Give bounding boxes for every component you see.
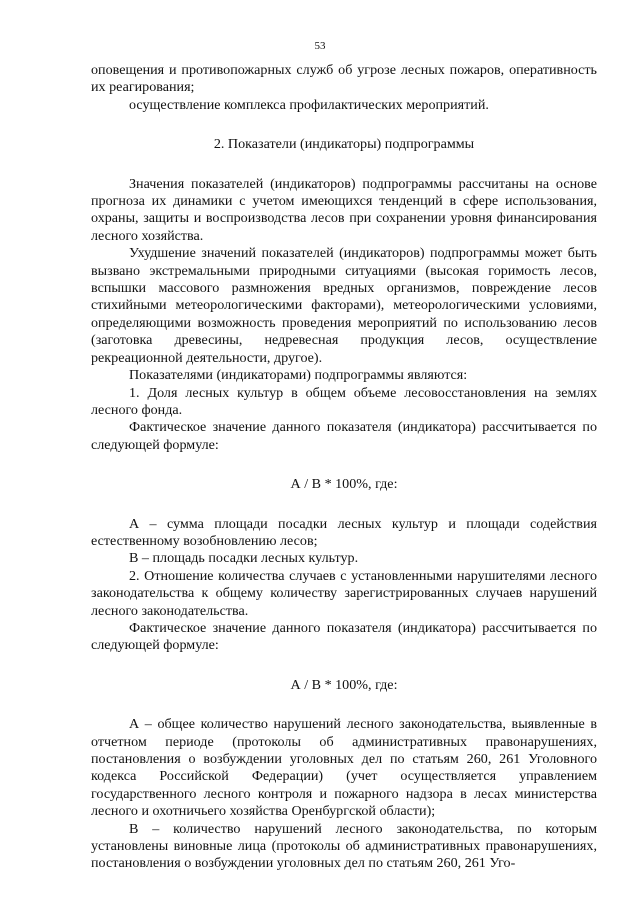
page-number: 53 <box>314 40 326 52</box>
paragraph-deterioration: Ухудшение значений показателей (индикаторов) подпрограммы может быть вызвано экстремальными природными ситуациями (высокая горимость лесов, вспышки массового размножения вредных организмов, повреждение лесов стихийными метеорологическими факторами), метеорологическими условиями, определяющими возможность проведения мероприятий по использованию лесов (заготовка древесины, недревесная продукция лесов, осуществление рекреационной деятельности, другое). <box>91 245 597 366</box>
indicator-2-var-a: А – общее количество нарушений лесного законодательства, выявленные в отчетном периоде (протоколы об административных правонарушениях, постановления о возбуждении уголовных дел по статьям 260, 261 Уголовного кодекса Российской Федерации) (учет осуществляется управлением государственного лесного контроля и пожарного надзора в лесах министерства лесного и охотничьего хозяйства Оренбургской области); <box>91 716 597 820</box>
paragraph-indicator-values: Значения показателей (индикаторов) подпрограммы рассчитаны на основе прогноза их динамики с учетом имеющихся тенденций в сфере использования, охраны, защиты и воспроизводства лесов при сохранении уровня финансирования лесного хозяйства. <box>91 175 597 244</box>
paragraph-prevention: осуществление комплекса профилактических мероприятий. <box>129 96 489 113</box>
indicator-2-title: 2. Отношение количества случаев с установленными нарушителями лесного законодательства к общему количеству зарегистрированных случаев нарушений лесного законодательства. <box>91 567 597 619</box>
indicator-1-formula-intro: Фактическое значение данного показателя (индикатора) рассчитывается по следующей формуле: <box>91 419 597 453</box>
page-body <box>91 62 597 873</box>
indicator-2-var-b: В – количество нарушений лесного законодательства, по которым установлены виновные лица (протоколы об административных правонарушениях, постановления о возбуждении уголовных дел по статьям 260, 261 Уго- <box>91 820 597 872</box>
indicator-2-formula: А / В * 100%, где: <box>290 676 398 693</box>
paragraph-indicators-list-intro: Показателями (индикаторами) подпрограммы являются: <box>129 367 468 384</box>
section-heading: 2. Показатели (индикаторы) подпрограммы <box>213 136 475 153</box>
indicator-1-title: 1. Доля лесных культур в общем объеме лесовосстановления на землях лесного фонда. <box>91 384 597 418</box>
indicator-1-formula: А / В * 100%, где: <box>290 476 398 493</box>
indicator-1-var-b: В – площадь посадки лесных культур. <box>129 550 359 567</box>
paragraph-continuation: оповещения и противопожарных служб об угрозе лесных пожаров, оперативность их реагирования; <box>91 62 597 96</box>
indicator-2-formula-intro: Фактическое значение данного показателя (индикатора) рассчитывается по следующей формуле: <box>91 619 597 654</box>
indicator-1-var-a: А – сумма площади посадки лесных культур и площади содействия естественному возобновлению лесов; <box>91 515 597 549</box>
